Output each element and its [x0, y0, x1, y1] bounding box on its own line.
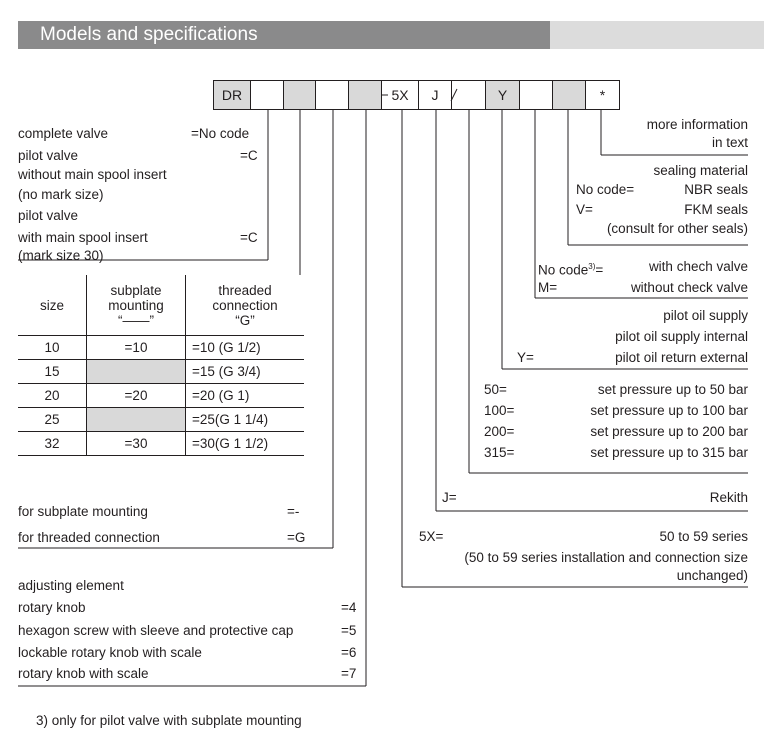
pilot-oil-internal: pilot oil supply internal [615, 329, 748, 344]
section-title: Models and specifications [40, 24, 258, 45]
adjusting-item-code: =6 [341, 645, 357, 660]
pilot-oil-title: pilot oil supply [663, 308, 748, 323]
pilot-oil-y-val: pilot oil return external [615, 350, 748, 365]
threaded-connection-code: =G [287, 530, 306, 545]
footnote: 3) only for pilot valve with subplate mounting [36, 713, 302, 728]
subplate-mounting-code: =- [287, 504, 300, 519]
table-row [18, 432, 304, 456]
subplate-cell: =10 [87, 336, 186, 360]
sealing-nocode-val: NBR seals [684, 182, 748, 197]
adjusting-title: adjusting element [18, 578, 124, 593]
series-val: 50 to 59 series [659, 529, 748, 544]
no-mark-label: (no mark size) [18, 187, 104, 202]
sealing-v-val: FKM seals [684, 202, 748, 217]
code-box-adjusting [348, 80, 382, 110]
threaded-cell: =25(G 1 1/4) [186, 408, 305, 432]
table-row [18, 408, 304, 432]
code-box-more-info: * [585, 80, 620, 110]
subplate-cell: =30 [87, 432, 186, 456]
code-box-brand: J [418, 80, 452, 110]
series-note2: unchanged) [676, 568, 748, 583]
more-info-line1: more information [646, 117, 748, 132]
series-key: 5X= [419, 529, 444, 544]
code-box-mounting [315, 80, 349, 110]
more-info-line2: in text [711, 135, 748, 150]
adjusting-item-code: =7 [341, 666, 357, 681]
pressure-val: set pressure up to 315 bar [590, 445, 748, 460]
size-cell: 25 [18, 408, 87, 432]
size-table-header-subplate: subplate mounting “——” [87, 275, 186, 336]
code-box-series: 5X [381, 80, 419, 110]
check-nocode-val: with chech valve [648, 259, 748, 274]
threaded-cell: =15 (G 3/4) [186, 360, 305, 384]
pressure-key: 315= [484, 445, 515, 460]
size-cell: 32 [18, 432, 87, 456]
pressure-key: 200= [484, 424, 515, 439]
complete-valve-code: =No code [191, 126, 250, 141]
subplate-mounting-label: for subplate mounting [18, 504, 148, 519]
subplate-cell: =20 [87, 384, 186, 408]
brand-val: Rekith [709, 490, 748, 505]
complete-valve-label: complete valve [18, 126, 109, 141]
with-insert-code: =C [240, 230, 258, 245]
pilot-oil-y-key: Y= [517, 350, 534, 365]
with-insert-label: with main spool insert [18, 230, 148, 245]
pilot-valve-2-label: pilot valve [18, 208, 79, 223]
pilot-valve-1-code: =C [240, 148, 258, 163]
threaded-cell: =30(G 1 1/2) [186, 432, 305, 456]
check-nocode-key: No code$^{3)}$= [538, 262, 604, 278]
without-insert-label: without main spool insert [18, 167, 167, 182]
pressure-val: set pressure up to 100 bar [590, 403, 748, 418]
check-m-val: without check valve [630, 280, 748, 295]
code-box-check-valve [519, 80, 553, 110]
adjusting-item-label: hexagon screw with sleeve and protective cap [18, 623, 294, 638]
code-box-sealing [552, 80, 586, 110]
subplate-cell [87, 360, 186, 384]
size-cell: 10 [18, 336, 87, 360]
sealing-consult: (consult for other seals) [606, 221, 748, 236]
adjusting-item-label: rotary knob [18, 600, 86, 615]
code-box-pressure [451, 80, 486, 110]
brand-key: J= [442, 490, 457, 505]
table-row [18, 360, 304, 384]
code-box-pilot-oil: Y [485, 80, 520, 110]
check-m-key: M= [538, 280, 558, 295]
pilot-valve-1-label: pilot valve [18, 148, 79, 163]
code-box-size [283, 80, 316, 110]
pressure-key: 50= [484, 382, 507, 397]
adjusting-item-code: =5 [341, 623, 357, 638]
size-table-header-threaded: threaded connection “G” [186, 275, 305, 336]
size-table [18, 275, 304, 456]
pressure-val: set pressure up to 200 bar [590, 424, 748, 439]
pressure-key: 100= [484, 403, 515, 418]
adjusting-item-label: lockable rotary knob with scale [18, 645, 202, 660]
size-cell: 15 [18, 360, 87, 384]
series-note1: (50 to 59 series installation and connection size [464, 550, 748, 565]
size-table-header-size: size [18, 275, 87, 336]
mark-size-label: (mark size 30) [18, 248, 104, 263]
size-table-header-row [18, 275, 304, 336]
pressure-val: set pressure up to 50 bar [597, 382, 748, 397]
threaded-connection-label: for threaded connection [18, 530, 160, 545]
code-box-dr: DR [213, 80, 251, 110]
code-box-valve-type [250, 80, 284, 110]
adjusting-item-code: =4 [341, 600, 357, 615]
threaded-cell: =20 (G 1) [186, 384, 305, 408]
table-row [18, 384, 304, 408]
table-row [18, 336, 304, 360]
subplate-cell [87, 408, 186, 432]
sealing-title: sealing material [653, 163, 748, 178]
adjusting-item-label: rotary knob with scale [18, 666, 149, 681]
sealing-nocode-key: No code= [576, 182, 635, 197]
sealing-v-key: V= [576, 202, 593, 217]
size-cell: 20 [18, 384, 87, 408]
threaded-cell: =10 (G 1/2) [186, 336, 305, 360]
